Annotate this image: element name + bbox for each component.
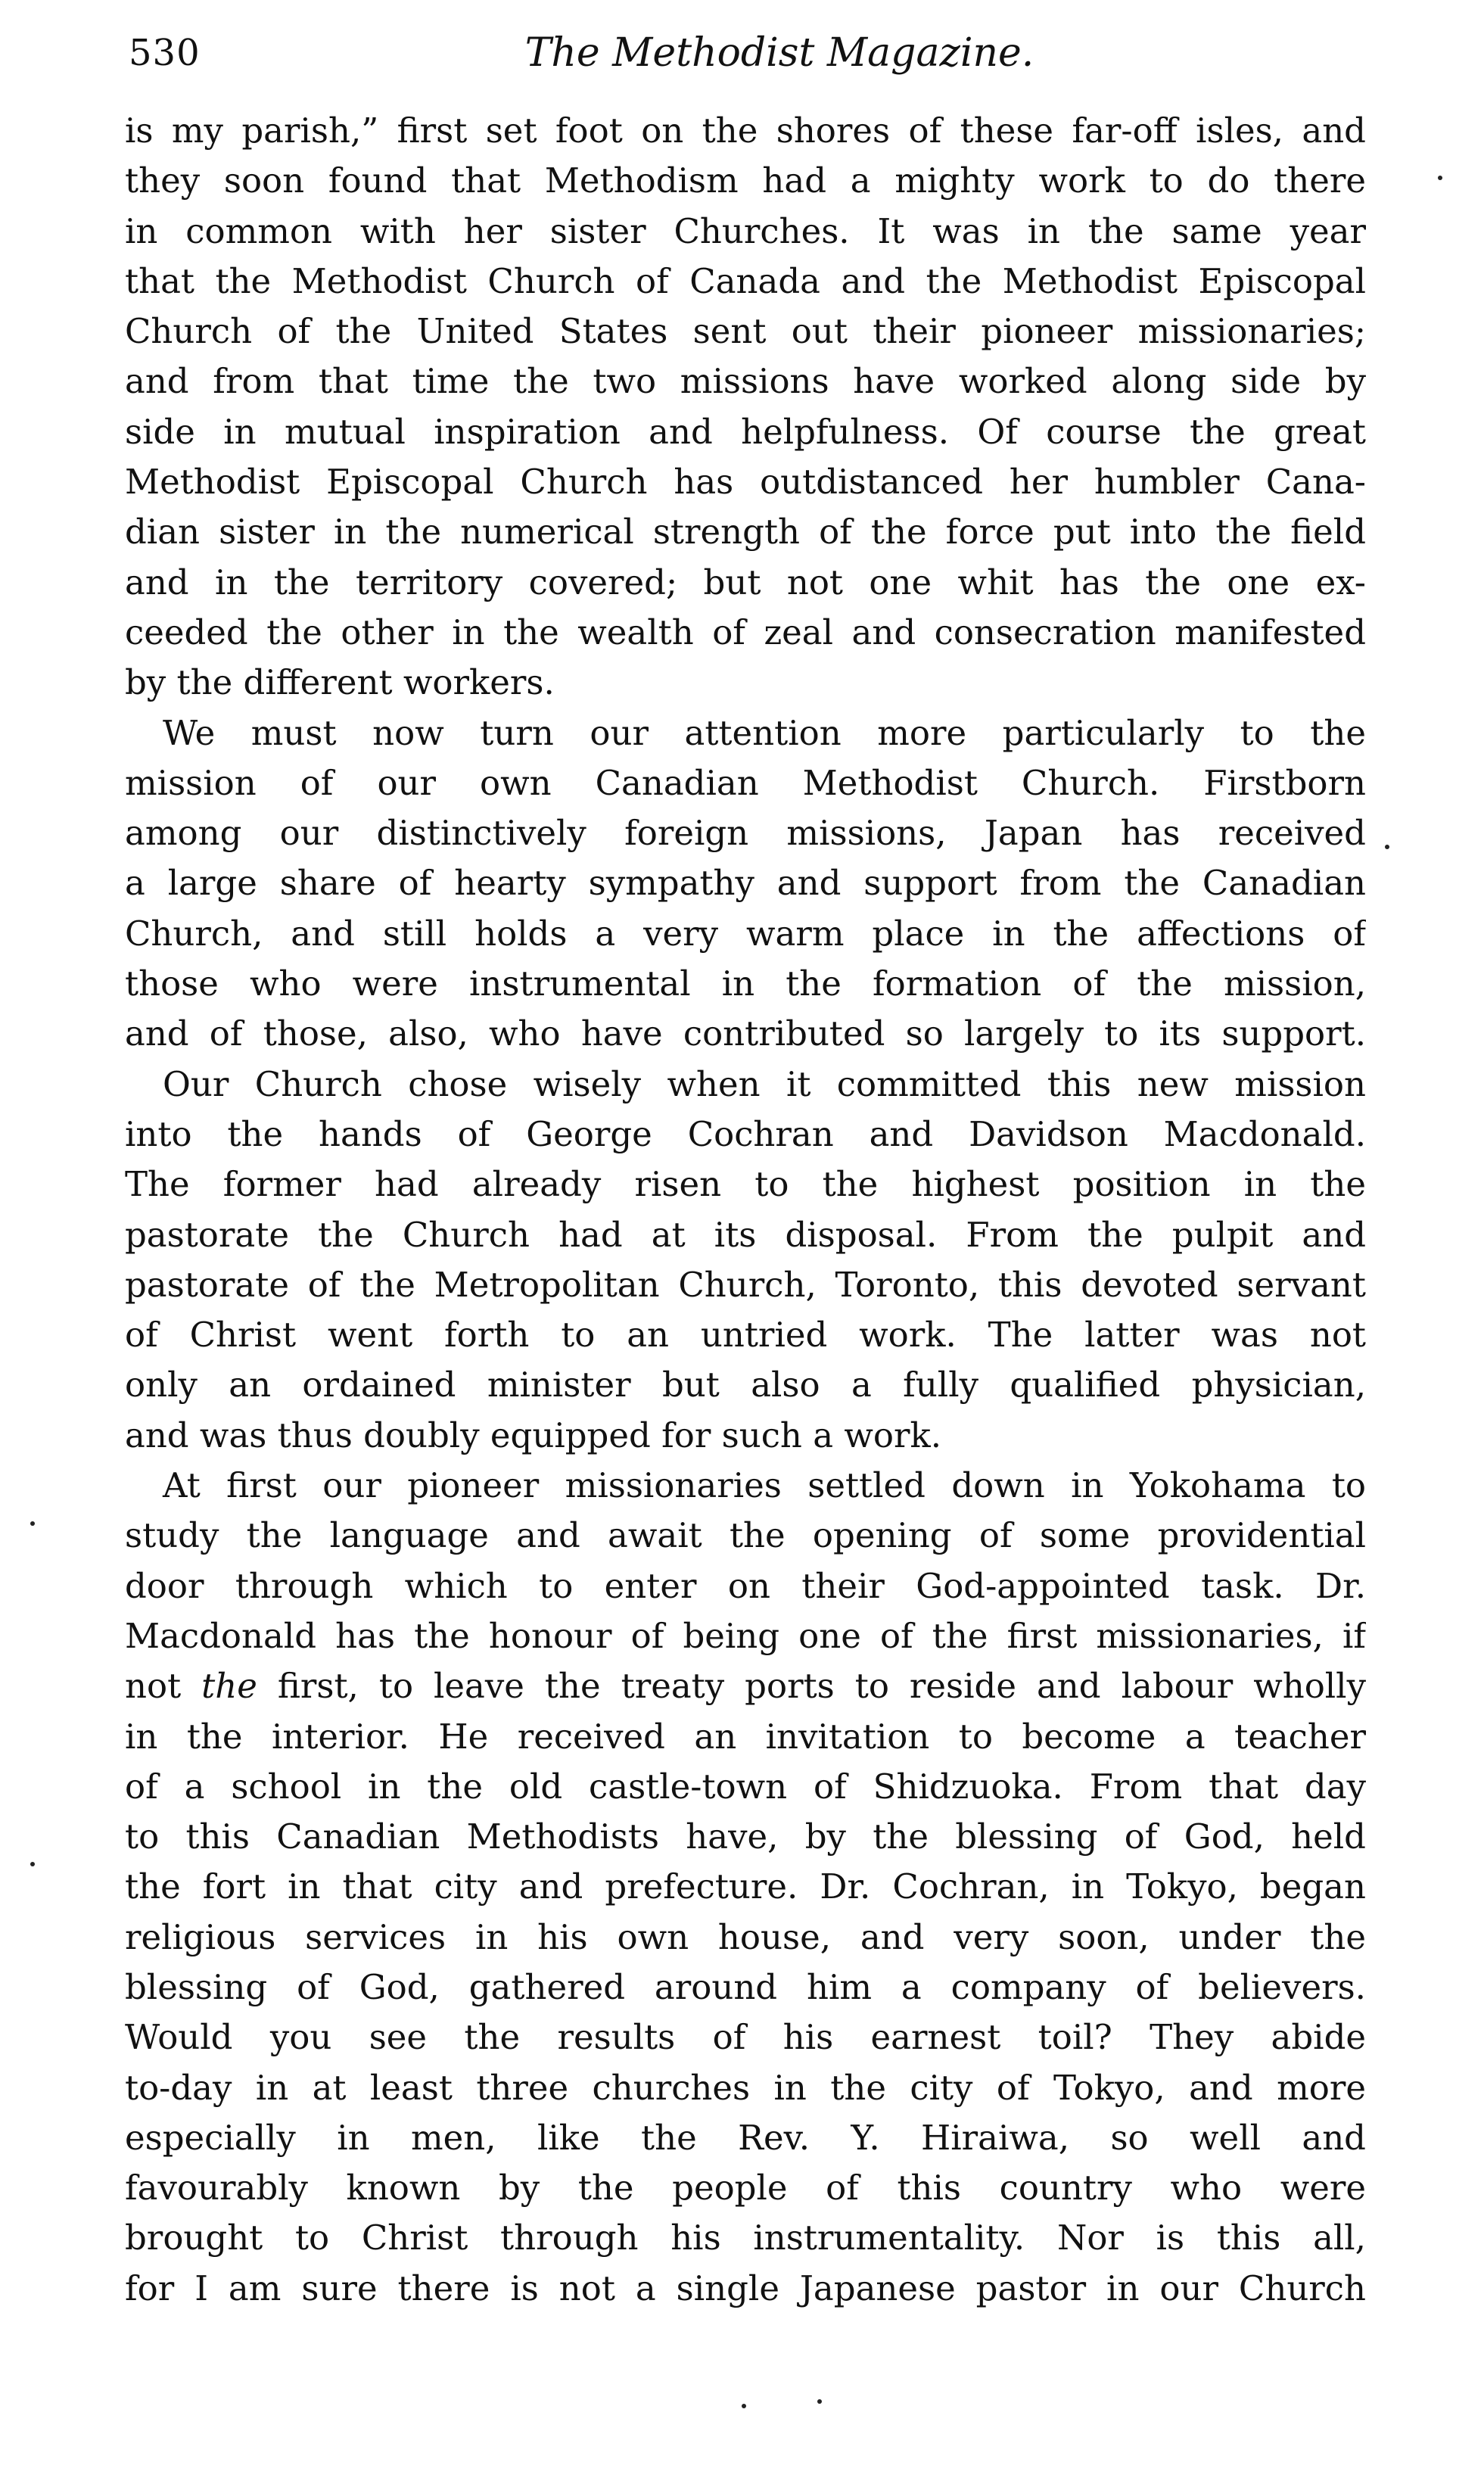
- text-line: brought to Christ through his instrumentality. Nor is this all,: [125, 2218, 1366, 2258]
- emphasis: the: [201, 1666, 257, 1707]
- scan-speck: [30, 1862, 35, 1866]
- text-line: into the hands of George Cochran and Davidson Macdonald.: [125, 1113, 1366, 1154]
- text-line: mission of our own Canadian Methodist Church. Firstborn: [125, 762, 1366, 803]
- text-line: We must now turn our attention more particularly to the: [163, 712, 1366, 753]
- text-line: Methodist Episcopal Church has outdistanced her humbler Cana-: [125, 462, 1366, 503]
- running-header: [129, 23, 1385, 83]
- text-line: study the language and await the opening of some providential: [125, 1515, 1366, 1556]
- text-line: and of those, also, who have contributed so largely to its support.: [125, 1013, 1366, 1054]
- paragraph-1: [125, 106, 1366, 708]
- text-line: The former had already risen to the highest position in the: [125, 1164, 1366, 1205]
- journal-title: The Methodist Magazine.: [524, 30, 1034, 76]
- text-line: and in the territory covered; but not one whit has the one ex-: [125, 562, 1366, 602]
- text-line: to-day in at least three churches in the city of Tokyo, and more: [125, 2067, 1366, 2108]
- text-line: side in mutual inspiration and helpfulness. Of course the great: [125, 411, 1366, 452]
- text-line: they soon found that Methodism had a mighty work to do there: [125, 160, 1366, 201]
- text-line: in common with her sister Churches. It was in the same year: [125, 210, 1366, 251]
- text-line: ceeded the other in the wealth of zeal and consecration manifested: [125, 612, 1366, 652]
- page-number: 530: [129, 32, 201, 74]
- text-line: only an ordained minister but also a fully qualified physician,: [125, 1365, 1366, 1405]
- text-line: especially in men, like the Rev. Y. Hiraiwa, so well and: [125, 2117, 1366, 2158]
- text-line: and was thus doubly equipped for such a work.: [125, 1415, 942, 1455]
- text-line: At first our pioneer missionaries settled down in Yokohama to: [163, 1465, 1366, 1506]
- text-line: door through which to enter on their God-appointed task. Dr.: [125, 1565, 1366, 1606]
- text-line: religious services in his own house, and very soon, under the: [125, 1916, 1366, 1957]
- text-line: the fort in that city and prefecture. Dr. Cochran, in Tokyo, began: [125, 1866, 1366, 1907]
- text-line: Macdonald has the honour of being one of the first missionaries, if: [125, 1615, 1366, 1656]
- text-line: not the first, to leave the treaty ports to reside and labour wholly: [125, 1666, 1366, 1707]
- paragraph-2: [125, 708, 1366, 1060]
- scan-speck: [817, 2399, 822, 2404]
- text-line: favourably known by the people of this country who were: [125, 2168, 1366, 2209]
- text-line: a large share of hearty sympathy and support from the Canadian: [125, 863, 1366, 904]
- text-line: Would you see the results of his earnest toil? They abide: [125, 2017, 1366, 2058]
- paragraph-3: [125, 1060, 1366, 1461]
- text-line: blessing of God, gathered around him a company of believers.: [125, 1966, 1366, 2007]
- article-body: [125, 106, 1366, 2314]
- text-line: pastorate the Church had at its disposal. From the pulpit and: [125, 1214, 1366, 1255]
- text-line: pastorate of the Metropolitan Church, Toronto, this devoted servant: [125, 1264, 1366, 1305]
- text-line: Church, and still holds a very warm place in the affections of: [125, 913, 1366, 954]
- text-line: Church of the United States sent out their pioneer missionaries;: [125, 311, 1366, 352]
- text-line: in the interior. He received an invitation to become a teacher: [125, 1716, 1366, 1757]
- text-line: Our Church chose wisely when it committed this new mission: [163, 1063, 1366, 1104]
- text-line: those who were instrumental in the formation of the mission,: [125, 963, 1366, 1004]
- text-line: to this Canadian Methodists have, by the blessing of God, held: [125, 1816, 1366, 1857]
- scan-speck: [30, 1521, 35, 1526]
- text-line: among our distinctively foreign missions, Japan has received: [125, 813, 1366, 854]
- scan-speck: [1385, 845, 1389, 849]
- text-line: is my parish,” first set foot on the shores of these far-off isles, and: [125, 111, 1366, 151]
- text-line: and from that time the two missions have worked along side by: [125, 361, 1366, 402]
- text-line: by the different workers.: [125, 662, 555, 703]
- text-line: of a school in the old castle-town of Shidzuoka. From that day: [125, 1766, 1366, 1807]
- text-line: that the Methodist Church of Canada and the Methodist Episcopal: [125, 260, 1366, 301]
- text-line: for I am sure there is not a single Japanese pastor in our Church: [125, 2268, 1366, 2308]
- scan-speck: [1438, 176, 1442, 180]
- text-line: of Christ went forth to an untried work. The latter was not: [125, 1315, 1366, 1356]
- scan-speck: [742, 2404, 746, 2408]
- paragraph-4: [125, 1461, 1366, 2314]
- text-line: dian sister in the numerical strength of the force put into the field: [125, 512, 1366, 553]
